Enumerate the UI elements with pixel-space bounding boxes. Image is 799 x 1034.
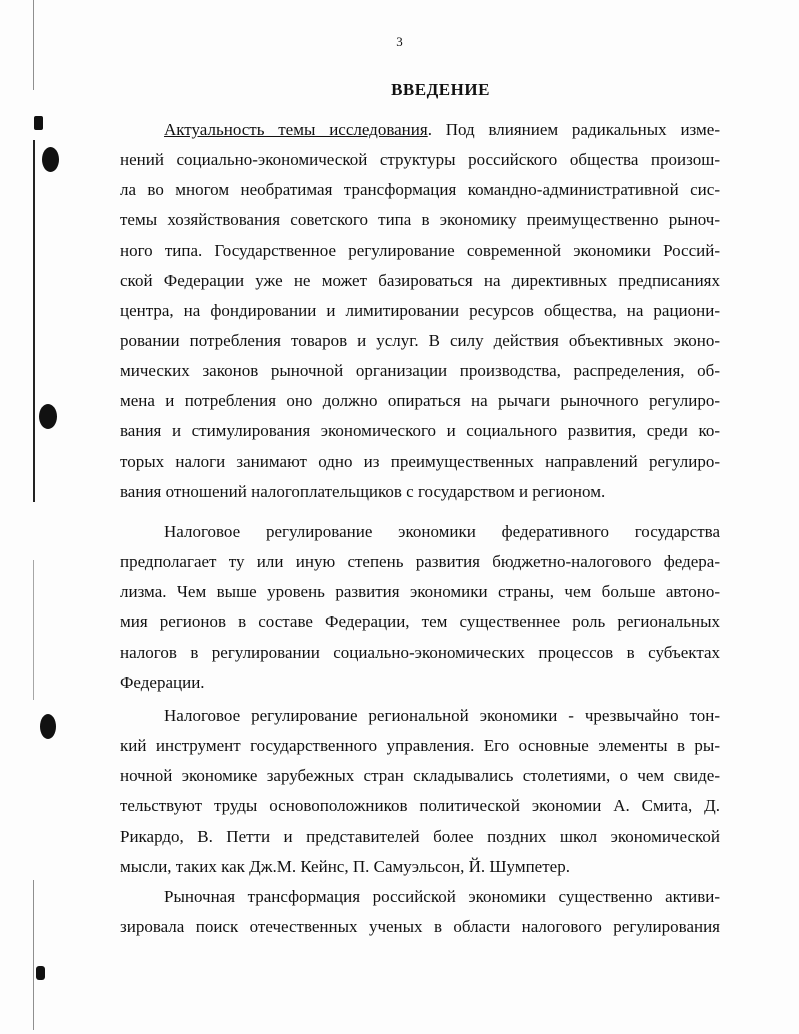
- text-line-rest: . Под влиянием радикальных изме-: [427, 120, 720, 139]
- text-line: нений социально-экономической структуры российского общества произош-: [120, 150, 720, 170]
- scan-edge-line: [33, 0, 34, 90]
- paragraph-4: [120, 882, 720, 942]
- text-line: мических законов рыночной организации производства, распределения, об-: [120, 361, 720, 381]
- text-line: ровании потребления товаров и услуг. В силу действия объективных эконо-: [120, 330, 720, 350]
- text-line: мена и потребления оно должно опираться на рычаги рыночного регулиро-: [120, 391, 720, 411]
- text-line: ночной экономике зарубежных стран складывались столетиями, о чем свиде-: [120, 766, 720, 786]
- text-line: мия регионов в составе Федерации, тем существеннее роль региональных: [120, 612, 720, 632]
- text-line: Рикардо, В. Петти и представителей более поздних школ экономической: [120, 826, 720, 846]
- text-line: тельствуют труды основоположников политической экономии А. Смита, Д.: [120, 796, 720, 816]
- text-line: предполагает ту или иную степень развития бюджетно-налогового федера-: [120, 552, 720, 572]
- text-line: центра, на фондировании и лимитировании ресурсов общества, на рациони-: [120, 300, 720, 320]
- text-line: торых налоги занимают одно из преимущественных направлений регулиро-: [120, 451, 720, 471]
- text-line: ской Федерации уже не может базироваться на директивных предписаниях: [120, 270, 720, 290]
- binding-bar: [33, 140, 35, 502]
- text-line: кий инструмент государственного управления. Его основные элементы в ры-: [120, 736, 720, 756]
- text-line: Рыночная трансформация российской экономики существенно активи-: [164, 887, 720, 906]
- punch-hole-mark: [42, 147, 59, 172]
- text-line: зировала поиск отечественных ученых в области налогового регулирования: [120, 917, 720, 937]
- page-title: ВВЕДЕНИЕ: [391, 80, 490, 99]
- text-line: ла во многом необратимая трансформация командно-административной сис-: [120, 180, 720, 200]
- text-line: Налоговое регулирование экономики федеративного государства: [164, 522, 720, 541]
- punch-hole-mark: [39, 404, 57, 429]
- scan-mark: [34, 116, 43, 130]
- text-line: ного типа. Государственное регулирование современной экономики Россий-: [120, 240, 720, 260]
- scan-edge-line: [33, 880, 34, 1030]
- text-line: Федерации.: [120, 672, 205, 692]
- paragraph-2: [120, 517, 720, 698]
- text-line: мысли, таких как Дж.М. Кейнс, П. Самуэльсон, Й. Шумпетер.: [120, 856, 570, 876]
- text-line: темы хозяйствования советского типа в экономику преимущественно рыноч-: [120, 210, 720, 230]
- paragraph-3: [120, 701, 720, 882]
- text-line: вания отношений налогоплательщиков с государством и регионом.: [120, 481, 606, 501]
- punch-hole-mark: [40, 714, 56, 739]
- text-line: [120, 115, 720, 145]
- scan-edge-line: [33, 560, 34, 700]
- text-line: налогов в регулировании социально-экономических процессов в субъектах: [120, 642, 720, 662]
- text-line: Налоговое регулирование региональной экономики - чрезвычайно тон-: [164, 706, 720, 725]
- text-line: вания и стимулирования экономического и социального развития, среди ко-: [120, 421, 720, 441]
- page-number: 3: [396, 34, 403, 49]
- text-line: лизма. Чем выше уровень развития экономики страны, чем больше автоно-: [120, 582, 720, 602]
- paragraph-1: [120, 115, 720, 507]
- scan-mark: [36, 966, 45, 980]
- topic-relevance-heading: Актуальность темы исследования: [164, 120, 428, 139]
